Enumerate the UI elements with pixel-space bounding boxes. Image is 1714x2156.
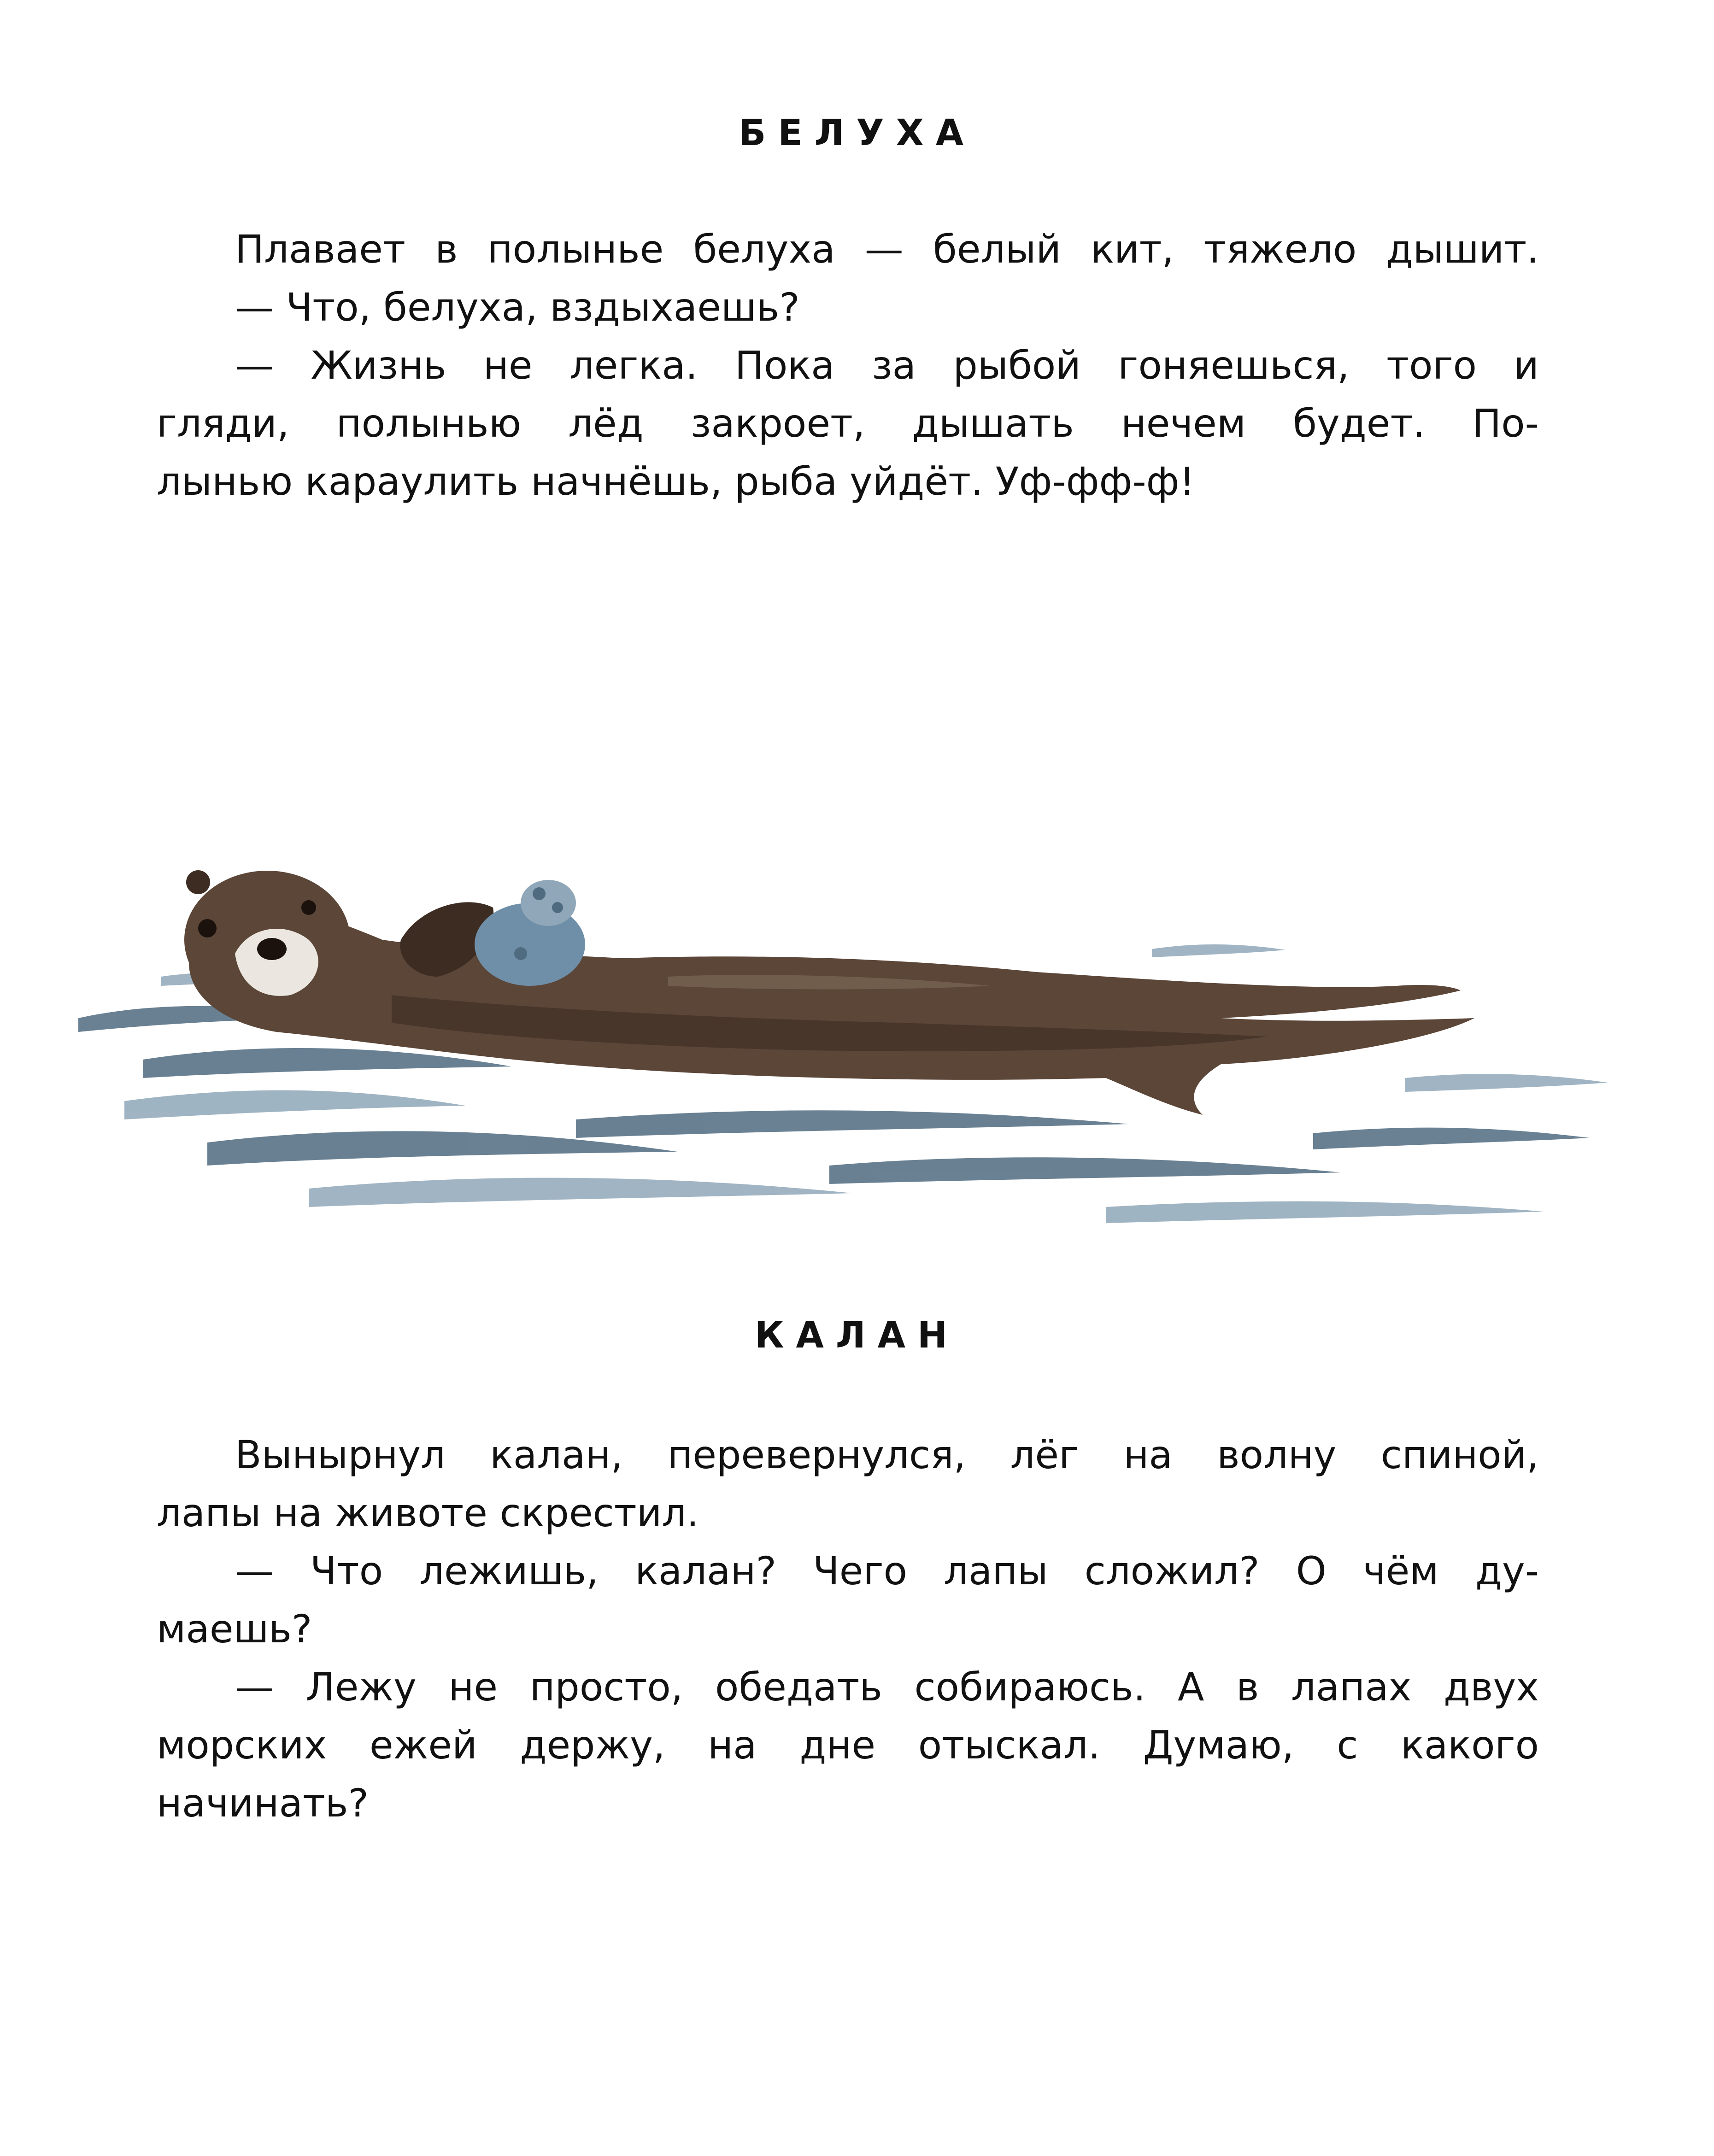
text-line: лапы на животе скрестил. (157, 1490, 699, 1535)
otter-body (189, 903, 1474, 1115)
text-line: — Жизнь не легка. Пока за рыбой гоняешься, того и (235, 343, 1539, 388)
text-line: Вынырнул калан, перевернулся, лёг на волну спиной, (235, 1432, 1539, 1477)
section-text-sea-otter (157, 1426, 1539, 1832)
otter-paws (400, 880, 585, 986)
sea-otter-floating-on-back-illustration (69, 802, 1626, 1253)
text-line: — Лежу не просто, обедать собираюсь. А в лапах двух (235, 1664, 1539, 1710)
section-heading-sea-otter: КАЛАН (754, 1315, 960, 1356)
text-line: морских ежей держу, на дне отыскал. Думаю, с какого (157, 1722, 1539, 1768)
text-line: — Что лежишь, калан? Чего лапы сложил? О чём ду- (235, 1548, 1539, 1594)
text-line: лынью караулить начнёшь, рыба уйдёт. Уф-фф-ф! (157, 459, 1195, 504)
text-line: гляди, полынью лёд закроет, дышать нечем будет. По- (157, 401, 1539, 446)
otter-head (184, 870, 350, 1009)
text-line: маешь? (157, 1606, 312, 1652)
text-line: — Что, белуха, вздыхаешь? (235, 285, 800, 330)
sea-otter-illustration (69, 802, 1626, 1253)
section-text-beluga (157, 220, 1539, 510)
text-line: Плавает в полынье белуха — белый кит, тяжело дышит. (235, 227, 1539, 272)
section-heading-beluga: БЕЛУХА (738, 112, 976, 154)
text-line: начинать? (157, 1781, 369, 1826)
